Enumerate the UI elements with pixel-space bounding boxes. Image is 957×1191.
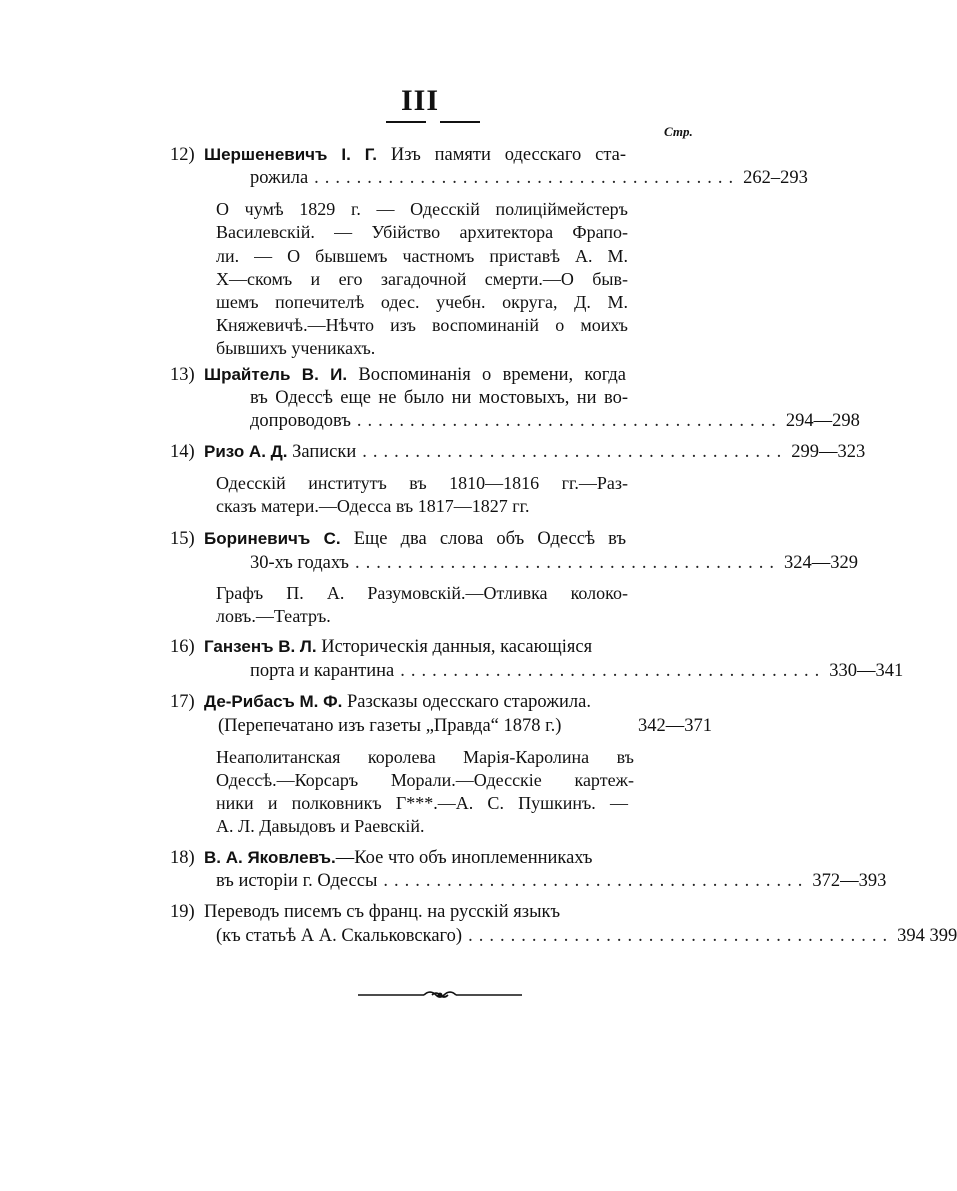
entry-author: Ганзенъ В. Л. [204,637,317,656]
entry-title-line [204,689,591,715]
entry-pages: 342—371 [638,716,712,736]
entry-title-leader-line [250,658,904,684]
entry-title-line: въ Одессѣ еще не было ни мостовыхъ, ни во- [250,388,628,408]
entry-summary-line: ловъ.—Театръ. [216,606,331,626]
entry-pages: 262–293 [743,168,808,188]
entry-summary-line: Неаполитанская королева Марія-Каролина въ [216,747,634,767]
entry-title-text: Изъ памяти одесскаго ста- [390,145,627,165]
entry-title-text: Разсказы одесскаго старожила. [347,692,591,712]
entry-number: 14) [170,442,195,462]
entry-summary-line: Одесскій институтъ въ 1810—1816 гг.—Раз- [216,473,628,493]
entry-title-leader-line [216,923,957,949]
entry-number: 19) [170,902,195,922]
entry-author: Бориневичъ С. [204,529,341,548]
entry-pages: 324—329 [783,553,858,573]
entry-pages: 299—323 [791,442,866,462]
leader-dots: ........................................ [362,442,788,462]
entry-title-leader-line [250,550,858,576]
entry-number: 12) [170,145,195,165]
entry-number: 13) [170,365,195,385]
entry-author: В. А. Яковлевъ. [204,848,336,867]
entry-summary-line: Одессѣ.—Корсаръ Морали.—Одесскіе картеж- [216,770,634,790]
entry-title-leader-line [218,713,712,739]
entry-title-line: Переводъ писемъ съ франц. на русскій языкъ [204,902,561,922]
page-number: III [400,84,440,117]
entry-summary-line: Княжевичѣ.—Нѣчто изъ воспоминаній о моихъ [216,315,628,335]
entry-number: 15) [170,529,195,549]
entry-number: 16) [170,637,195,657]
entry-author: Ризо А. Д. [204,442,288,461]
entry-summary-line: ли. — О бывшемъ частномъ приставѣ А. М. [216,246,628,266]
entry-title-leader-line [250,165,808,191]
entry-title-text: въ исторіи г. Одессы [216,871,378,891]
leader-dots: ........................................ [354,553,780,573]
leader-dots: ........................................ [400,661,826,681]
entry-title-text: Еще два слова объ Одессѣ въ [353,529,627,549]
leader-dots: ........................................ [383,871,809,891]
entry-pages: 294—298 [785,411,860,431]
entry-summary-line: шемъ попечителѣ одес. учебн. округа, Д. М. [216,292,628,312]
page-number-underline-left [386,121,426,123]
entry-pages: 372—393 [812,871,887,891]
entry-summary-line: бывшихъ ученикахъ. [216,338,376,358]
entry-title-text: (къ статьѣ А А. Скальковскаго) [216,926,463,946]
entry-title-text: рожила [250,168,309,188]
entry-title-leader-line [204,439,866,465]
entry-author: Де-Рибасъ М. Ф. [204,692,343,711]
entry-title-text: допроводовъ [250,411,351,431]
entry-summary-line: А. Л. Давыдовъ и Раевскій. [216,816,425,836]
entry-title-text: (Перепечатано изъ газеты „Правда“ 1878 г.) [218,716,562,736]
entry-title-line [204,526,626,552]
entry-author: Шершеневичъ І. Г. [204,145,377,164]
entry-summary-line: Х—скомъ и его загадочной смерти.—О быв- [216,269,628,289]
leader-dots: ........................................ [314,168,740,188]
page-column-label: Стр. [664,124,693,139]
ornament-divider [340,984,540,1004]
entry-summary-line: Графъ П. А. Разумовскій.—Отливка колоко- [216,583,628,603]
leader-dots: ........................................ [356,411,782,431]
entry-author: Шрайтель В. И. [204,365,348,384]
leader-dots: ........................................ [468,926,894,946]
entry-summary-line: О чумѣ 1829 г. — Одесскій полиціймейстеръ [216,199,628,219]
entry-summary-line: Василевскій. — Убійство архитектора Фрапо- [216,222,628,242]
entry-title-text: Историческія данныя, касающіяся [321,637,593,657]
entry-title-line [204,634,592,660]
entry-title-leader-line [250,408,860,434]
entry-title-text: —Кое что объ иноплеменникахъ [335,848,593,868]
entry-summary-line: сказъ матери.—Одесса въ 1817—1827 гг. [216,496,530,516]
entry-summary-line: ники и полковникъ Г***.—А. С. Пушкинъ. — [216,793,628,813]
page-number-underline-right [440,121,480,123]
entry-title-text: порта и карантина [250,661,395,681]
entry-title-text: Записки [292,442,357,462]
entry-pages: 394 399 [897,926,957,946]
entry-pages: 330—341 [829,661,904,681]
entry-number: 17) [170,692,195,712]
entry-title-leader-line [216,868,887,894]
entry-title-text: Воспоминанія о времени, когда [358,365,626,385]
entry-number: 18) [170,848,195,868]
entry-title-text: 30-хъ годахъ [250,553,349,573]
